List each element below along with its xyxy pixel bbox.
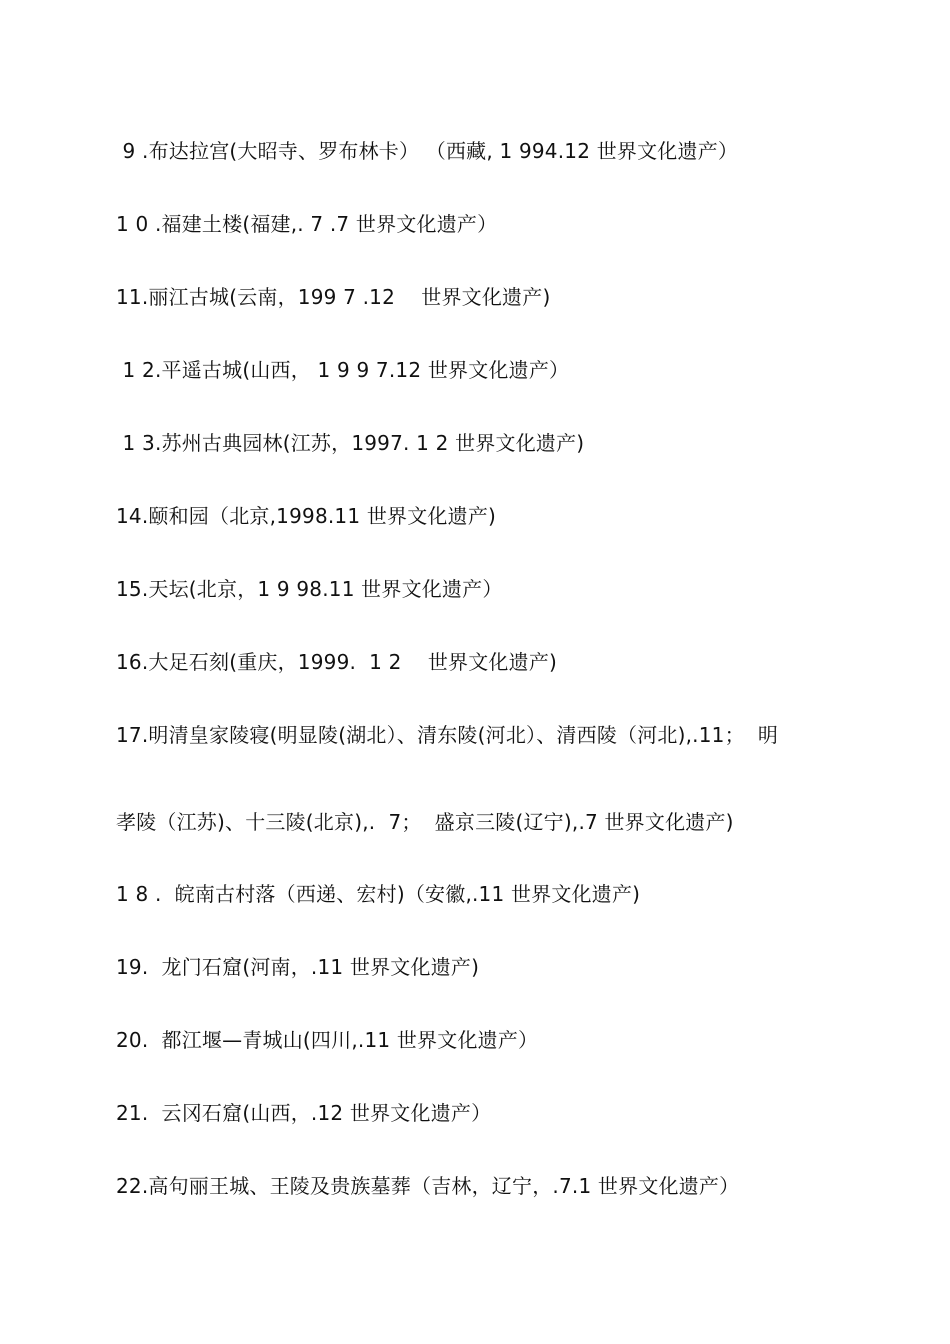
list-item-13: 1 3.苏州古典园林(江苏，1997. 1 2 世界文化遗产) bbox=[116, 431, 585, 455]
list-item-16: 16.大足石刻(重庆，1999. 1 2 世界文化遗产) bbox=[116, 650, 558, 674]
list-item-11: 11.丽江古城(云南，199 7 .12 世界文化遗产) bbox=[116, 285, 551, 309]
list-item-12: 1 2.平遥古城(山西， 1 9 9 7.12 世界文化遗产） bbox=[116, 358, 570, 382]
list-item-10: 1 0 .福建土楼(福建,. 7 .7 世界文化遗产） bbox=[116, 212, 498, 236]
list-item-19: 19. 龙门石窟(河南，.11 世界文化遗产) bbox=[116, 955, 480, 979]
list-item-17: 17.明清皇家陵寝(明显陵(湖北）、清东陵(河北）、清西陵（河北),.11； 明 bbox=[116, 723, 779, 747]
list-item-17-continued: 孝陵（江苏)、十三陵(北京),. 7； 盛京三陵(辽宁),.7 世界文化遗产) bbox=[116, 810, 734, 834]
list-item-18: 1 8 . 皖南古村落（西递、宏村)（安徽,.11 世界文化遗产) bbox=[116, 882, 641, 906]
list-item-22: 22.高句丽王城、王陵及贵族墓葬（吉林，辽宁，.7.1 世界文化遗产） bbox=[116, 1174, 740, 1198]
list-item-20: 20. 都江堰—青城山(四川,.11 世界文化遗产） bbox=[116, 1028, 539, 1052]
list-item-15: 15.天坛(北京，1 9 98.11 世界文化遗产） bbox=[116, 577, 503, 601]
list-item-21: 21. 云冈石窟(山西，.12 世界文化遗产） bbox=[116, 1101, 492, 1125]
list-item-14: 14.颐和园（北京,1998.11 世界文化遗产) bbox=[116, 504, 497, 528]
list-item-9: 9 .布达拉宫(大昭寺、罗布林卡） （西藏, 1 994.12 世界文化遗产） bbox=[116, 139, 739, 163]
